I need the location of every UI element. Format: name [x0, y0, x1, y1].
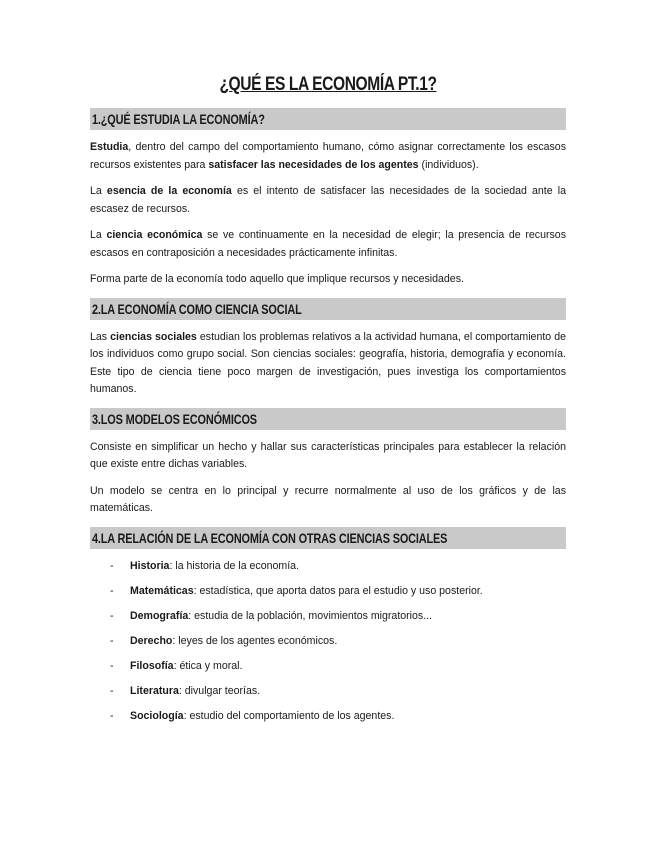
list-item: - Filosofía: ética y moral. — [110, 659, 243, 672]
list-item: - Sociología: estudio del comportamiento de los agentes. — [110, 710, 395, 723]
list-item: - Derecho: leyes de los agentes económicos. — [110, 634, 338, 647]
related-sciences-list — [90, 558, 566, 726]
section-heading-4: 4.LA RELACIÓN DE LA ECONOMÍA CON OTRAS CIENCIAS SOCIALES — [90, 527, 566, 549]
paragraph-3-2: Un modelo se centra en lo principal y recurre normalmente al uso de los gráficos y de las matemáticas. — [90, 484, 566, 514]
paragraph-1-4: Forma parte de la economía todo aquello que implique recursos y necesidades. — [90, 273, 464, 285]
section-heading-2: 2.LA ECONOMÍA COMO CIENCIA SOCIAL — [90, 298, 566, 320]
paragraph-1-3: La ciencia económica se ve continuamente en la necesidad de elegir; la presencia de recursos escasos en contraposición a necesidades prácticamente infinitas. — [90, 229, 566, 259]
section-heading-1: 1.¿QUÉ ESTUDIA LA ECONOMÍA? — [90, 108, 566, 130]
paragraph-1-2: La esencia de la economía es el intento de satisfacer las necesidades de la sociedad ante la escasez de recursos. — [90, 185, 567, 215]
list-item: - Demografía: estudia de la población, movimientos migratorios... — [110, 609, 433, 622]
document-page — [90, 72, 566, 733]
document-title: ¿QUÉ ES LA ECONOMÍA PT.1? — [219, 74, 437, 95]
paragraph-3-1: Consiste en simplificar un hecho y hallar sus características principales para establecer la relación que existe entre dichas variables. — [90, 440, 566, 470]
paragraph-1-1: Estudia, dentro del campo del comportamiento humano, cómo asignar correctamente los escasos recursos existentes para satisfacer las necesidades de los agentes (individuos). — [90, 141, 566, 171]
section-heading-3: 3.LOS MODELOS ECONÓMICOS — [90, 408, 566, 430]
list-item: - Matemáticas: estadística, que aporta datos para el estudio y uso posterior. — [110, 584, 483, 597]
list-item: - Literatura: divulgar teorías. — [110, 684, 261, 697]
paragraph-2-1: Las ciencias sociales estudian los problemas relativos a la actividad humana, el comportamiento de los individuos como grupo social. Son ciencias sociales: geografía, historia, demografía y economía. Este tipo de ciencia tiene poco margen de investigación, pues investiga los comportamientos humanos. — [90, 330, 567, 395]
list-item: - Historia: la historia de la economía. — [110, 559, 300, 572]
